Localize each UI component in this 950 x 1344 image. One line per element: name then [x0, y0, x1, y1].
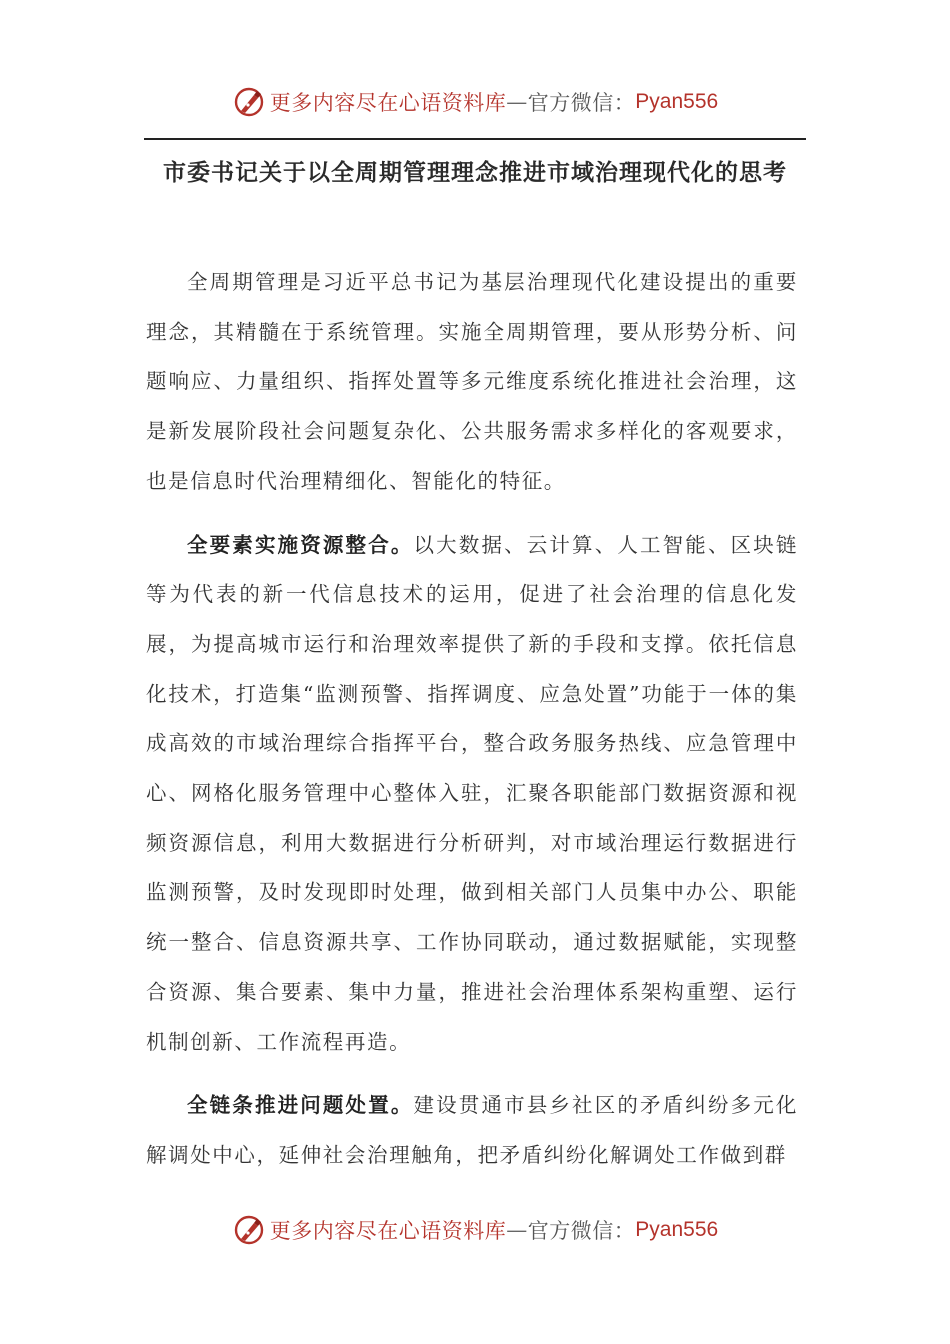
banner-brand: 更多内容尽在心语资料库 [269, 91, 507, 115]
banner-dash: — [506, 90, 528, 114]
paragraph-text: 全周期管理是习近平总书记为基层治理现代化建设提出的重要理念，其精髓在于系统管理。实施全周期管理，要从形势分析、问题响应、力量组织、指挥处置等多元维度系统化推进社会治理，这是新发展阶段社会问题复杂化、公共服务需求多样化的客观要求，也是信息时代治理精细化、智能化的特征。 [146, 270, 798, 493]
paragraph-text: 建设贯通市县乡社区的矛盾纠纷多元化解调处中心，延伸社会治理触角，把矛盾纠纷化解调处工作做到群 [146, 1093, 798, 1167]
header-banner [0, 82, 950, 122]
document-body [146, 258, 798, 1195]
banner-wechat-label: 官方微信： [527, 1219, 636, 1243]
document-title: 市委书记关于以全周期管理理念推进市域治理现代化的思考 [163, 159, 787, 186]
paragraph-lead: 全要素实施资源整合。 [187, 532, 414, 557]
footer-banner [0, 1210, 950, 1250]
header-divider [144, 138, 806, 140]
banner-dash: — [506, 1218, 528, 1242]
pen-nib-logo-icon [232, 85, 266, 119]
banner-brand: 更多内容尽在心语资料库 [269, 1219, 507, 1243]
paragraph-intro [146, 258, 798, 507]
paragraph-lead: 全链条推进问题处置。 [187, 1093, 414, 1118]
paragraph-problem-handling [146, 1081, 798, 1180]
paragraph-text: 以大数据、云计算、人工智能、区块链等为代表的新一代信息技术的运用，促进了社会治理的信息化发展，为提高城市运行和治理效率提供了新的手段和支撑。依托信息化技术，打造集“监测预警、指挥调度、应急处置”功能于一体的集成高效的市域治理综合指挥平台，整合政务服务热线、应急管理中心、网格化服务管理中心整体入驻，汇聚各职能部门数据资源和视频资源信息，利用大数据进行分析研判，对市域治理运行数据进行监测预警，及时发现即时处理，做到相关部门人员集中办公、职能统一整合、信息资源共享、工作协同联动，通过数据赋能，实现整合资源、集合要素、集中力量，推进社会治理体系架构重塑、运行机制创新、工作流程再造。 [146, 532, 798, 1054]
paragraph-resource-integration [146, 521, 798, 1068]
banner-account: Pyan556 [635, 1218, 719, 1241]
banner-wechat-label: 官方微信： [527, 91, 636, 115]
pen-nib-logo-icon [232, 1213, 266, 1247]
banner-account: Pyan556 [635, 90, 719, 113]
